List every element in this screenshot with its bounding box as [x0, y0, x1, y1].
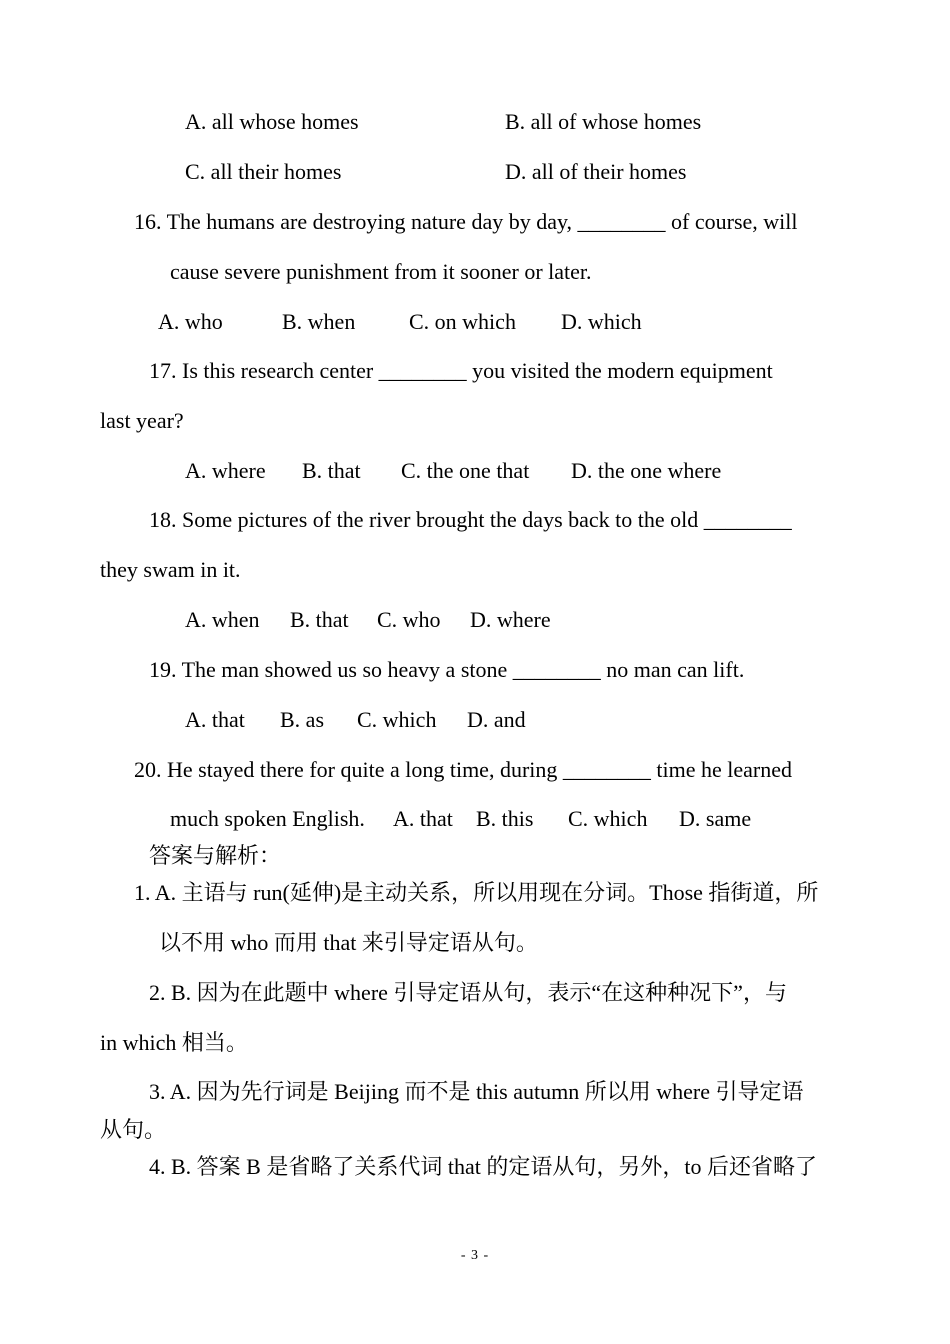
q17-option-a: A. where [185, 458, 266, 483]
q17-stem-line1: 17. Is this research center ________ you visited the modern equipment [149, 358, 773, 383]
q20-option-a: A. that [393, 806, 453, 831]
q15-option-c: C. all their homes [185, 159, 342, 184]
q18-stem-line2: they swam in it. [100, 557, 241, 582]
q19-option-b: B. as [280, 707, 324, 732]
q17-option-b: B. that [302, 458, 361, 483]
q15-option-a: A. all whose homes [185, 109, 359, 134]
q18-option-a: A. when [185, 607, 260, 632]
q16-stem-line1: 16. The humans are destroying nature day by day, ________ of course, will [134, 209, 798, 234]
q19-option-c: C. which [357, 707, 437, 732]
q20-option-d: D. same [679, 806, 752, 831]
q18-stem-line1: 18. Some pictures of the river brought the days back to the old ________ [149, 507, 792, 532]
q20-stem-line1: 20. He stayed there for quite a long time, during ________ time he learned [134, 757, 792, 782]
answers-heading: 答案与解析： [149, 843, 282, 868]
q19-stem-line1: 19. The man showed us so heavy a stone ________ no man can lift. [149, 657, 745, 682]
answer-3-line2: 从句。 [100, 1117, 167, 1142]
q19-option-d: D. and [467, 707, 526, 732]
q16-option-d: D. which [561, 309, 642, 334]
q19-option-a: A. that [185, 707, 245, 732]
q16-option-c: C. on which [409, 309, 516, 334]
q20-stem-line2: much spoken English. [170, 806, 365, 831]
q15-option-d: D. all of their homes [505, 159, 687, 184]
answer-1-line2: 以不用 who 而用 that 来引导定语从句。 [159, 930, 538, 955]
q18-option-d: D. where [470, 607, 551, 632]
q16-stem-line2: cause severe punishment from it sooner or later. [170, 259, 592, 284]
answer-4-line1: 4. B. 答案 B 是省略了关系代词 that 的定语从句，另外，to 后还省略了 [149, 1154, 817, 1179]
q18-option-c: C. who [377, 607, 441, 632]
q20-option-c: C. which [568, 806, 648, 831]
page-number: - 3 - [460, 1248, 490, 1263]
answer-2-line2: in which 相当。 [100, 1030, 248, 1055]
q16-option-a: A. who [158, 309, 223, 334]
q16-option-b: B. when [282, 309, 356, 334]
q15-option-b: B. all of whose homes [505, 109, 702, 134]
q17-option-d: D. the one where [571, 458, 722, 483]
q18-option-b: B. that [290, 607, 349, 632]
answer-2-line1: 2. B. 因为在此题中 where 引导定语从句，表示“在这种种况下”，与 [149, 980, 787, 1005]
q17-stem-line2: last year? [100, 408, 184, 433]
answer-1-line1: 1. A. 主语与 run(延伸)是主动关系，所以用现在分词。Those 指街道，所 [134, 880, 819, 905]
q20-option-b: B. this [476, 806, 534, 831]
q17-option-c: C. the one that [401, 458, 530, 483]
answer-3-line1: 3. A. 因为先行词是 Beijing 而不是 this autumn 所以用 where 引导定语 [149, 1079, 804, 1104]
